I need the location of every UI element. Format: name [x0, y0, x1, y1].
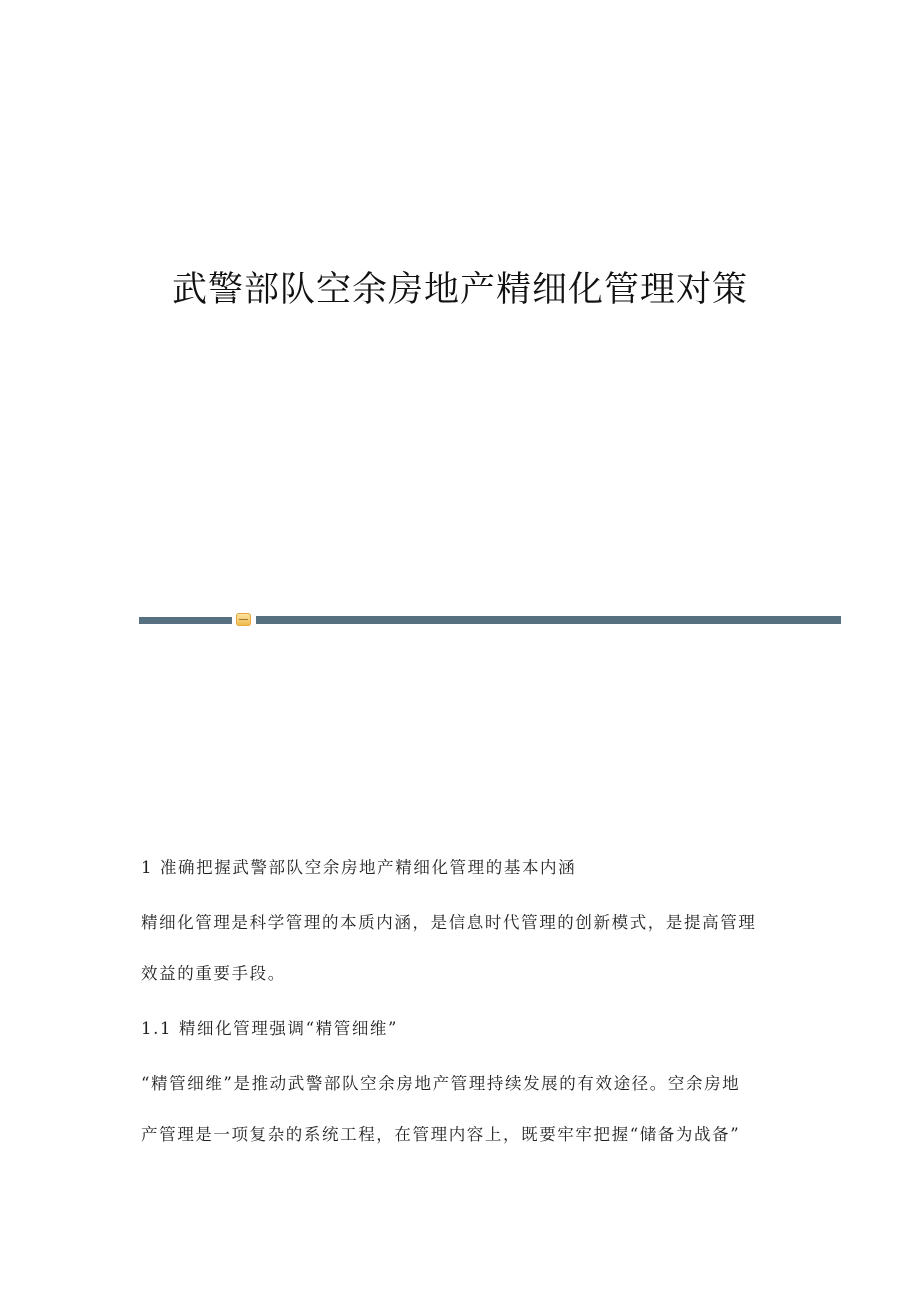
- paragraph-line: “精管细维”是推动武警部队空余房地产管理持续发展的有效途径。空余房地: [141, 1074, 741, 1093]
- paragraph-line: 效益的重要手段。: [141, 964, 286, 983]
- paragraph-line: 精细化管理是科学管理的本质内涵，是信息时代管理的创新模式，是提高管理: [141, 913, 757, 932]
- document-title: 武警部队空余房地产精细化管理对策: [171, 270, 748, 310]
- section-heading-1: 1 准确把握武警部队空余房地产精细化管理的基本内涵: [141, 858, 577, 877]
- document-ornament-icon: [236, 613, 251, 626]
- paragraph-line: 产管理是一项复杂的系统工程，在管理内容上，既要牢牢把握“储备为战备”: [141, 1125, 741, 1144]
- section-divider: [139, 612, 841, 628]
- section-heading-1-1: 1.1 精细化管理强调“精管细维”: [141, 1019, 399, 1038]
- divider-bar-right: [256, 616, 841, 624]
- divider-bar-left: [139, 617, 232, 624]
